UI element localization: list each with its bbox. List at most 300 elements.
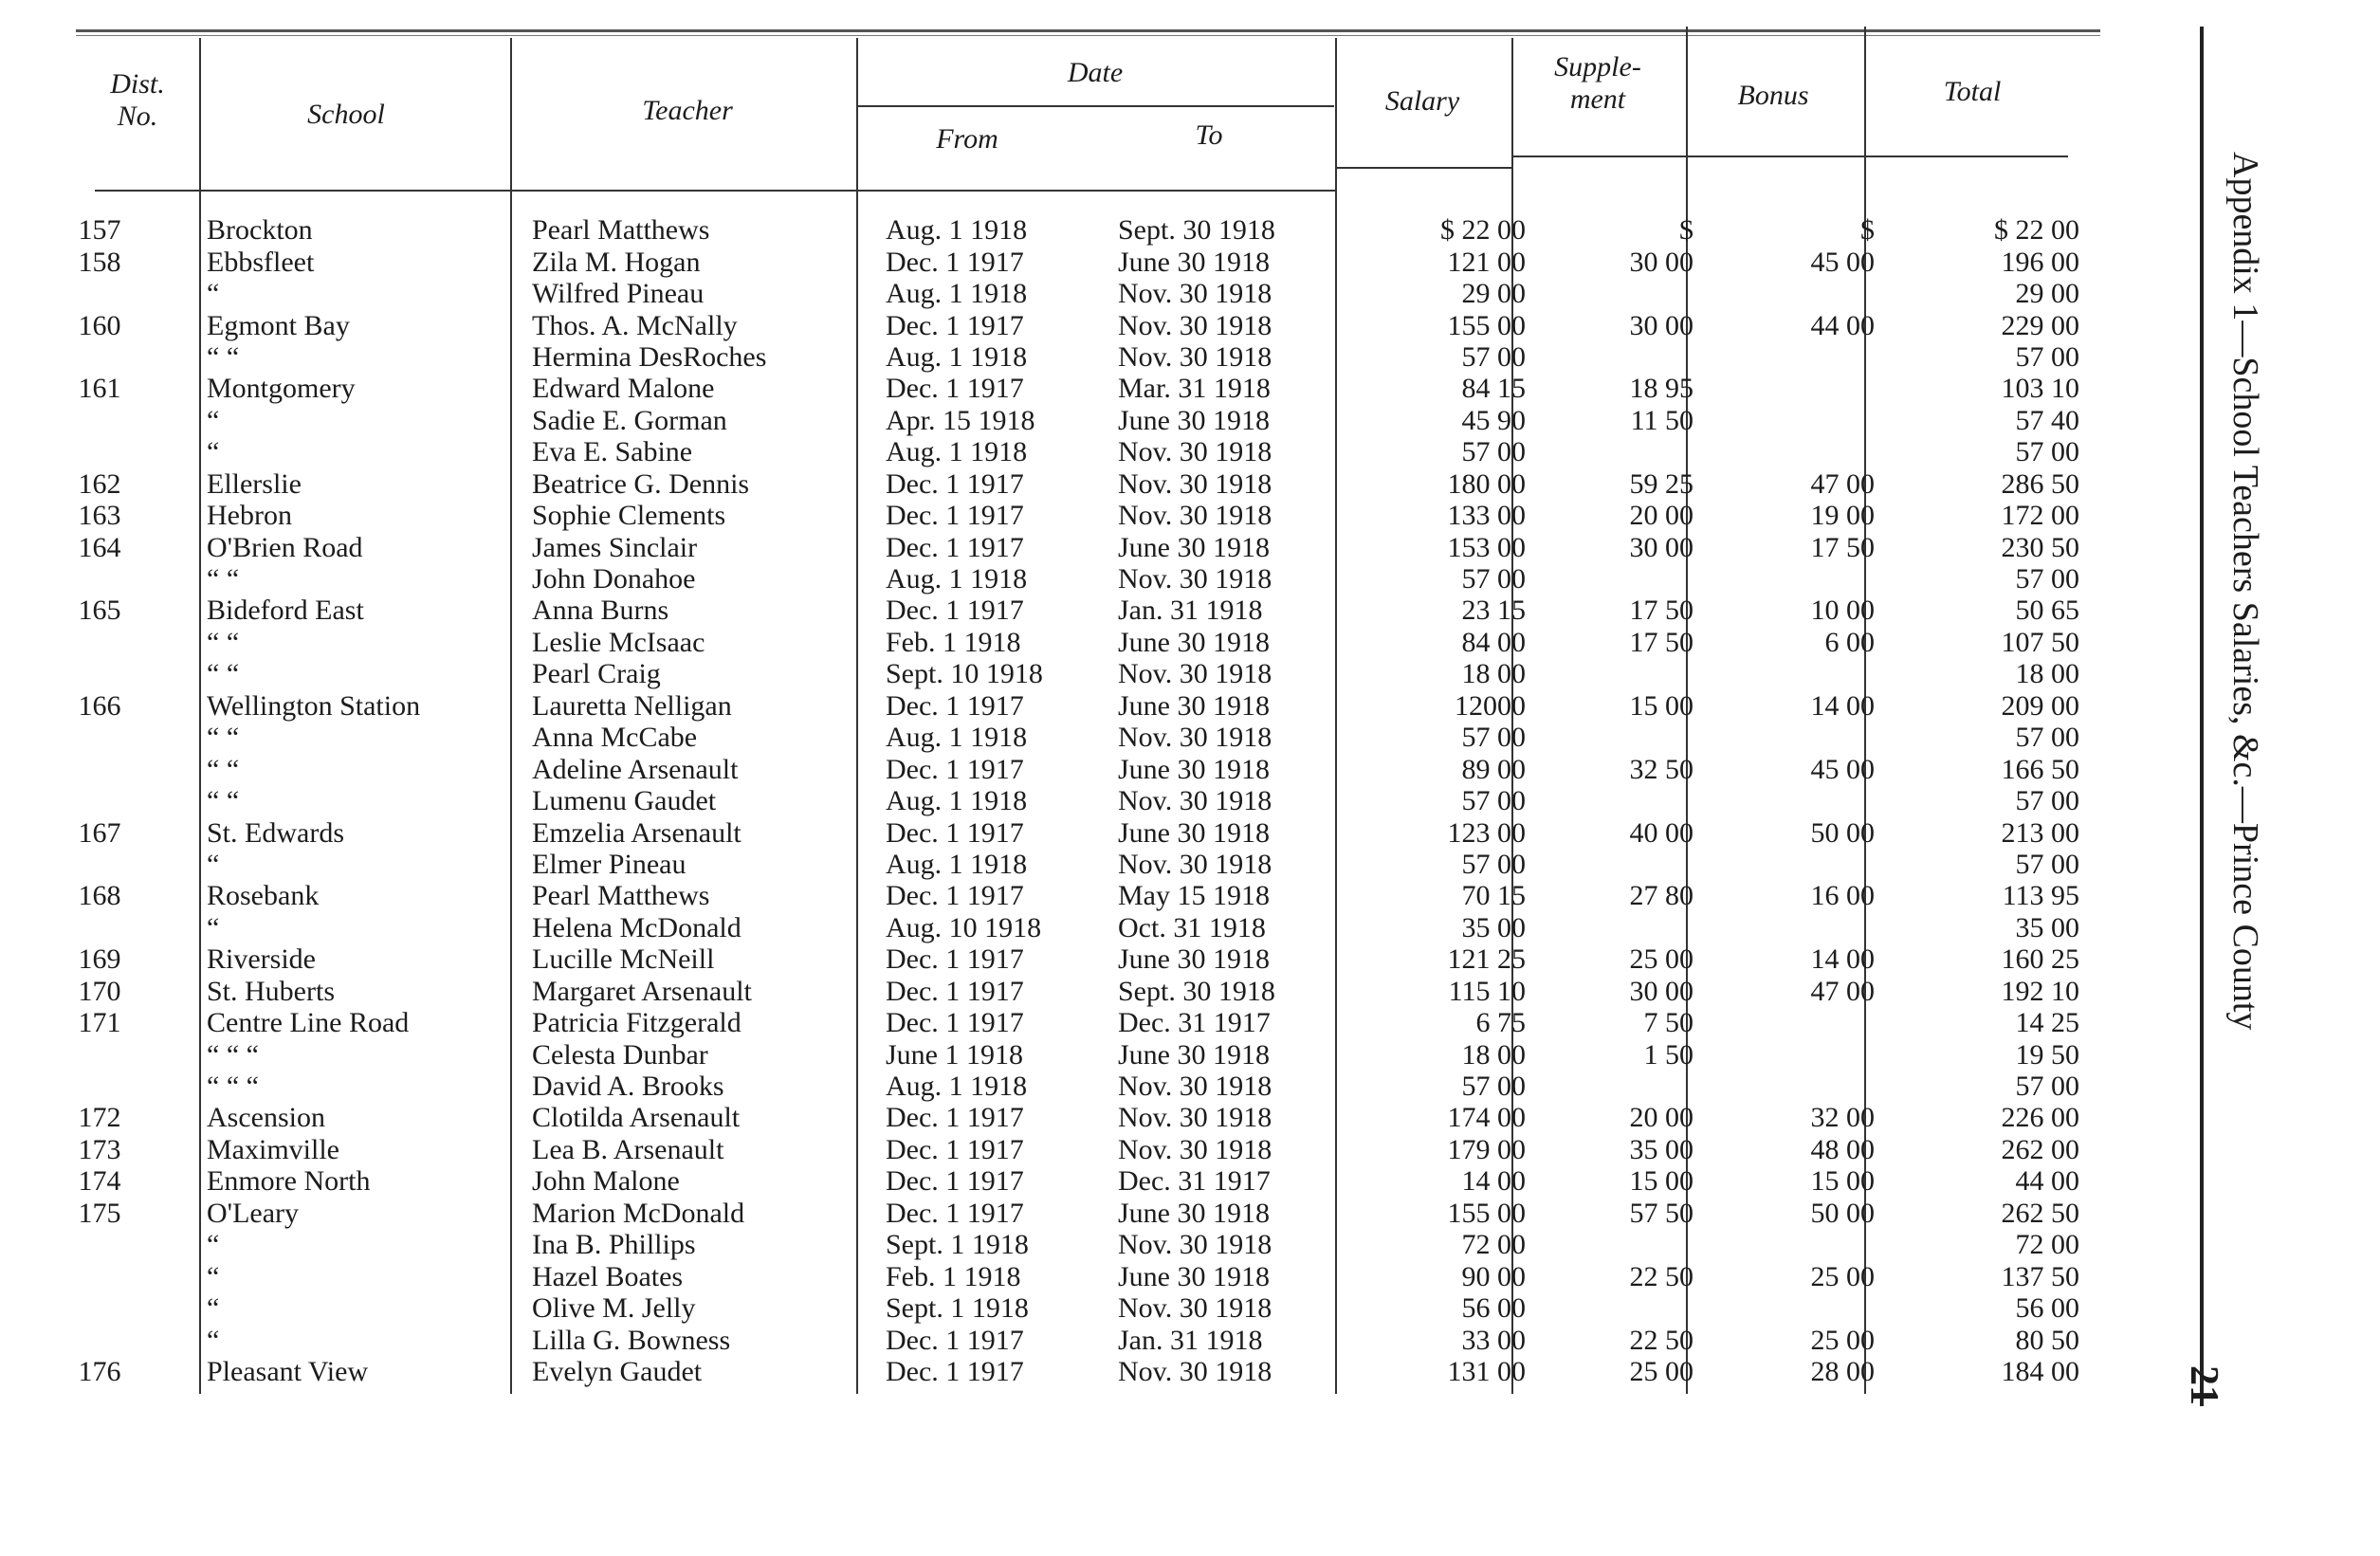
date-to-cell: Nov. 30 1918 <box>1118 848 1272 880</box>
date-from-cell: Feb. 1 1918 <box>886 1260 1021 1292</box>
bonus-cell: 50 00 <box>1810 816 1875 849</box>
bonus-cell: 25 00 <box>1810 1324 1875 1356</box>
supplement-cell: 7 50 <box>1643 1007 1693 1039</box>
supplement-cell: 57 50 <box>1629 1197 1693 1229</box>
total-cell: 14 25 <box>2015 1007 2079 1039</box>
table-row <box>0 1229 2121 1260</box>
date-from-cell: Feb. 1 1918 <box>886 626 1021 658</box>
total-cell: 29 00 <box>2015 278 2079 310</box>
teacher-cell: Ina B. Phillips <box>532 1229 696 1261</box>
top-rule-thin <box>76 35 2100 36</box>
school-cell: Ebbsfleet <box>207 246 315 278</box>
supplement-cell <box>1537 912 1709 943</box>
bonus-cell <box>1709 436 1890 467</box>
teacher-cell: Beatrice G. Dennis <box>532 467 750 500</box>
table-row <box>0 405 2121 436</box>
bonus-cell <box>1709 722 1890 753</box>
date-to-cell: Nov. 30 1918 <box>1118 436 1272 468</box>
school-cell: “ “ <box>207 753 240 785</box>
date-to-cell: Nov. 30 1918 <box>1118 340 1272 373</box>
dist-no-cell: 165 <box>78 595 121 627</box>
table-row <box>0 627 2121 658</box>
school-cell: “ <box>207 848 220 880</box>
supplement-cell <box>1537 278 1709 309</box>
date-from-cell: Dec. 1 1917 <box>886 500 1024 532</box>
table-row <box>0 1134 2121 1165</box>
school-cell: Bideford East <box>207 595 364 627</box>
date-to-cell: June 30 1918 <box>1118 1260 1270 1292</box>
bonus-cell: 10 00 <box>1810 595 1875 627</box>
date-from-cell: Dec. 1 1917 <box>886 1355 1024 1387</box>
salary-cell: 12000 <box>1455 689 1526 722</box>
supplement-cell: 25 00 <box>1629 943 1693 976</box>
teacher-cell: Lilla G. Bowness <box>532 1324 731 1356</box>
salary-cell: 123 00 <box>1447 816 1526 849</box>
date-to-cell: June 30 1918 <box>1118 404 1270 436</box>
bonus-cell: 47 00 <box>1810 975 1875 1007</box>
bonus-cell: 45 00 <box>1810 246 1875 278</box>
table-row <box>0 468 2121 500</box>
table-row <box>0 1260 2121 1291</box>
date-header-rule <box>858 105 1334 107</box>
teacher-cell: Eva E. Sabine <box>532 436 693 468</box>
date-from-cell: Aug. 10 1918 <box>886 911 1042 943</box>
date-from-cell: Aug. 1 1918 <box>886 436 1028 468</box>
dist-no-cell <box>0 785 199 816</box>
teacher-cell: Sadie E. Gorman <box>532 404 727 436</box>
table-row <box>0 1102 2121 1133</box>
school-cell: “ “ “ <box>207 1071 259 1103</box>
date-from-cell: Dec. 1 1917 <box>886 531 1024 563</box>
header-date: Date <box>1067 57 1124 88</box>
school-cell: “ “ <box>207 340 240 373</box>
total-cell: 72 00 <box>2015 1229 2079 1261</box>
salary-cell: 57 00 <box>1461 722 1526 754</box>
teacher-cell: Pearl Matthews <box>532 880 710 912</box>
total-cell: 286 50 <box>2001 467 2079 500</box>
total-cell: 229 00 <box>2001 309 2079 341</box>
total-cell: 80 50 <box>2015 1324 2079 1356</box>
date-from-cell: Dec. 1 1917 <box>886 1007 1024 1039</box>
dist-no-cell: 158 <box>78 246 121 278</box>
school-cell: Pleasant View <box>207 1355 369 1387</box>
total-cell: 57 00 <box>2015 436 2079 468</box>
supplement-cell: 18 95 <box>1629 373 1693 405</box>
school-cell: O'Brien Road <box>207 531 363 563</box>
table-row <box>0 1071 2121 1102</box>
dist-no-cell <box>0 1260 199 1291</box>
date-to-cell: May 15 1918 <box>1118 880 1270 912</box>
header-total: Total <box>1943 76 2002 107</box>
bonus-cell: 14 00 <box>1810 689 1875 722</box>
total-cell: 262 00 <box>2001 1133 2079 1165</box>
salary-cell: 131 00 <box>1447 1355 1526 1387</box>
date-from-cell: Aug. 1 1918 <box>886 785 1028 817</box>
supplement-cell <box>1537 785 1709 816</box>
teacher-cell: David A. Brooks <box>532 1071 724 1103</box>
supplement-cell: 30 00 <box>1629 975 1693 1007</box>
school-cell: “ <box>207 1229 220 1261</box>
total-cell: 226 00 <box>2001 1102 2079 1134</box>
teacher-cell: Hazel Boates <box>532 1260 684 1292</box>
total-cell: 103 10 <box>2001 373 2079 405</box>
total-cell: 262 50 <box>2001 1197 2079 1229</box>
table-row <box>0 531 2121 562</box>
teacher-cell: Margaret Arsenault <box>532 975 752 1007</box>
table-row <box>0 341 2121 373</box>
date-from-cell: Dec. 1 1917 <box>886 880 1024 912</box>
table-row <box>0 246 2121 277</box>
dist-no-cell: 172 <box>78 1102 121 1134</box>
teacher-cell: Thos. A. McNally <box>532 309 738 341</box>
dist-no-cell <box>0 405 199 436</box>
bonus-cell: 6 00 <box>1824 626 1875 658</box>
date-to-cell: June 30 1918 <box>1118 753 1270 785</box>
dist-no-cell: 171 <box>78 1007 121 1039</box>
supplement-cell <box>1537 1071 1709 1102</box>
page-number: 21 <box>2182 1365 2225 1405</box>
date-to-cell: Nov. 30 1918 <box>1118 1229 1272 1261</box>
total-cell: 57 00 <box>2015 785 2079 817</box>
total-cell: 18 00 <box>2015 658 2079 690</box>
date-to-cell: Sept. 30 1918 <box>1118 975 1275 1007</box>
total-cell: 213 00 <box>2001 816 2079 849</box>
header-to: To <box>1195 119 1223 151</box>
dist-no-cell <box>0 1292 199 1324</box>
date-from-cell: June 1 1918 <box>886 1038 1023 1071</box>
date-to-cell: Mar. 31 1918 <box>1118 373 1271 405</box>
school-cell: “ “ “ <box>207 1038 259 1071</box>
salary-cell: 18 00 <box>1461 1038 1526 1071</box>
date-from-cell: Dec. 1 1917 <box>886 1197 1024 1229</box>
date-from-cell: Dec. 1 1917 <box>886 373 1024 405</box>
salary-cell: 57 00 <box>1461 785 1526 817</box>
table-row <box>0 1038 2121 1070</box>
supplement-cell: 17 50 <box>1629 626 1693 658</box>
table-row <box>0 690 2121 722</box>
school-cell: “ <box>207 404 220 436</box>
salary-table <box>0 214 2121 1387</box>
salary-cell: $ 22 00 <box>1440 214 1526 247</box>
table-row <box>0 912 2121 943</box>
total-cell: 35 00 <box>2015 911 2079 943</box>
table-row <box>0 1198 2121 1229</box>
dist-no-cell: 176 <box>78 1355 121 1387</box>
bonus-cell: 14 00 <box>1810 943 1875 976</box>
teacher-cell: Pearl Matthews <box>532 214 710 247</box>
date-from-cell: Dec. 1 1917 <box>886 753 1024 785</box>
table-row <box>0 880 2121 911</box>
supplement-cell: 30 00 <box>1629 531 1693 563</box>
teacher-cell: James Sinclair <box>532 531 698 563</box>
bonus-cell <box>1709 405 1890 436</box>
salary-cell: 84 00 <box>1461 626 1526 658</box>
bonus-cell <box>1709 912 1890 943</box>
bonus-cell <box>1709 373 1890 404</box>
dist-no-cell: 170 <box>78 975 121 1007</box>
salary-cell: 84 15 <box>1461 373 1526 405</box>
teacher-cell: Wilfred Pineau <box>532 278 705 310</box>
date-from-cell: Aug. 1 1918 <box>886 340 1028 373</box>
table-row <box>0 309 2121 340</box>
salary-cell: 89 00 <box>1461 753 1526 785</box>
supplement-cell: 1 50 <box>1643 1038 1693 1071</box>
table-row <box>0 753 2121 784</box>
school-cell: “ “ <box>207 563 240 595</box>
bonus-cell <box>1709 1038 1890 1070</box>
school-cell: Riverside <box>207 943 316 976</box>
salary-cell: 57 00 <box>1461 848 1526 880</box>
dist-no-cell: 166 <box>78 689 121 722</box>
supplement-cell: 25 00 <box>1629 1355 1693 1387</box>
date-from-cell: Sept. 1 1918 <box>886 1229 1029 1261</box>
header-supplement: Supple- ment <box>1554 51 1641 115</box>
school-cell: “ <box>207 911 220 943</box>
total-cell: 57 00 <box>2015 722 2079 754</box>
date-from-cell: Aug. 1 1918 <box>886 722 1028 754</box>
table-row <box>0 373 2121 404</box>
date-to-cell: Sept. 30 1918 <box>1118 214 1275 247</box>
date-to-cell: June 30 1918 <box>1118 943 1270 976</box>
dist-no-cell: 162 <box>78 467 121 500</box>
date-to-cell: June 30 1918 <box>1118 1197 1270 1229</box>
school-cell: Ascension <box>207 1102 325 1134</box>
table-row <box>0 563 2121 595</box>
dist-no-cell: 174 <box>78 1165 121 1198</box>
supplement-cell: 27 80 <box>1629 880 1693 912</box>
teacher-cell: Anna Burns <box>532 595 669 627</box>
bonus-cell: 45 00 <box>1810 753 1875 785</box>
salary-cell: 115 10 <box>1448 975 1526 1007</box>
salary-cell: 121 00 <box>1447 246 1526 278</box>
salary-cell: 133 00 <box>1447 500 1526 532</box>
dist-no-cell <box>0 912 199 943</box>
dist-no-cell <box>0 753 199 784</box>
date-to-cell: Nov. 30 1918 <box>1118 563 1272 595</box>
supplement-cell: 17 50 <box>1629 595 1693 627</box>
total-cell: $ 22 00 <box>1994 214 2079 247</box>
date-from-cell: Aug. 1 1918 <box>886 1071 1028 1103</box>
school-cell: “ “ <box>207 785 240 817</box>
teacher-cell: Celesta Dunbar <box>532 1038 708 1071</box>
salary-cell: 57 00 <box>1461 1071 1526 1103</box>
dist-no-cell: 163 <box>78 500 121 532</box>
supplement-cell: 32 50 <box>1629 753 1693 785</box>
dist-no-cell: 175 <box>78 1197 121 1229</box>
header-school: School <box>307 99 385 130</box>
supplement-cell: 40 00 <box>1629 816 1693 849</box>
school-cell: “ <box>207 278 220 310</box>
supplement-cell: 11 50 <box>1630 404 1693 436</box>
header-bottom-rule-salary <box>1337 167 1511 169</box>
supplement-cell: $ <box>1679 214 1693 247</box>
bonus-cell <box>1709 278 1890 309</box>
teacher-cell: Lauretta Nelligan <box>532 689 732 722</box>
total-cell: 166 50 <box>2001 753 2079 785</box>
dist-no-cell: 160 <box>78 309 121 341</box>
date-to-cell: June 30 1918 <box>1118 626 1270 658</box>
date-from-cell: Sept. 10 1918 <box>886 658 1043 690</box>
teacher-cell: Lumenu Gaudet <box>532 785 717 817</box>
teacher-cell: Adeline Arsenault <box>532 753 739 785</box>
salary-cell: 179 00 <box>1447 1133 1526 1165</box>
bonus-cell: 47 00 <box>1810 467 1875 500</box>
bonus-cell <box>1709 1007 1890 1038</box>
supplement-cell: 22 50 <box>1629 1260 1693 1292</box>
salary-cell: 72 00 <box>1461 1229 1526 1261</box>
total-cell: 113 95 <box>2002 880 2079 912</box>
supplement-cell: 20 00 <box>1629 1102 1693 1134</box>
teacher-cell: Evelyn Gaudet <box>532 1355 703 1387</box>
table-row <box>0 1007 2121 1038</box>
salary-cell: 35 00 <box>1461 911 1526 943</box>
bonus-cell: 32 00 <box>1810 1102 1875 1134</box>
supplement-cell <box>1537 1292 1709 1324</box>
dist-no-cell <box>0 436 199 467</box>
salary-cell: 56 00 <box>1461 1292 1526 1325</box>
date-from-cell: Apr. 15 1918 <box>886 404 1035 436</box>
school-cell: Ellerslie <box>207 467 302 500</box>
date-from-cell: Dec. 1 1917 <box>886 246 1024 278</box>
date-from-cell: Dec. 1 1917 <box>886 943 1024 976</box>
school-cell: “ “ <box>207 722 240 754</box>
table-row <box>0 658 2121 689</box>
total-cell: 57 40 <box>2015 404 2079 436</box>
total-cell: 19 50 <box>2015 1038 2079 1071</box>
date-to-cell: June 30 1918 <box>1118 531 1270 563</box>
total-cell: 192 10 <box>2001 975 2079 1007</box>
table-row <box>0 595 2121 626</box>
date-from-cell: Aug. 1 1918 <box>886 848 1028 880</box>
salary-cell: 29 00 <box>1461 278 1526 310</box>
total-cell: 56 00 <box>2015 1292 2079 1325</box>
table-row <box>0 816 2121 848</box>
supplement-cell <box>1537 436 1709 467</box>
date-from-cell: Dec. 1 1917 <box>886 1165 1024 1198</box>
date-from-cell: Dec. 1 1917 <box>886 309 1024 341</box>
school-cell: “ <box>207 1324 220 1356</box>
total-cell: 57 00 <box>2015 848 2079 880</box>
total-cell: 57 00 <box>2015 563 2079 595</box>
table-row <box>0 785 2121 816</box>
salary-table-body <box>0 214 2121 1387</box>
teacher-cell: John Donahoe <box>532 563 696 595</box>
bonus-cell: 48 00 <box>1810 1133 1875 1165</box>
date-from-cell: Dec. 1 1917 <box>886 467 1024 500</box>
salary-cell: 90 00 <box>1461 1260 1526 1292</box>
date-from-cell: Dec. 1 1917 <box>886 816 1024 849</box>
school-cell: St. Edwards <box>207 816 344 849</box>
salary-cell: 33 00 <box>1461 1324 1526 1356</box>
salary-cell: 23 15 <box>1461 595 1526 627</box>
salary-cell: 45 90 <box>1461 404 1526 436</box>
date-to-cell: Nov. 30 1918 <box>1118 722 1272 754</box>
total-cell: 57 00 <box>2015 1071 2079 1103</box>
date-to-cell: Dec. 31 1917 <box>1118 1165 1271 1198</box>
salary-cell: 57 00 <box>1461 340 1526 373</box>
dist-no-cell: 161 <box>78 373 121 405</box>
dist-no-cell <box>0 563 199 595</box>
total-cell: 107 50 <box>2001 626 2079 658</box>
bonus-cell: 17 50 <box>1810 531 1875 563</box>
header-bonus: Bonus <box>1737 80 1809 111</box>
date-to-cell: Nov. 30 1918 <box>1118 1071 1272 1103</box>
school-cell: St. Huberts <box>207 975 335 1007</box>
header-teacher: Teacher <box>642 95 733 126</box>
dist-no-cell <box>0 849 199 880</box>
teacher-cell: Helena McDonald <box>532 911 741 943</box>
date-to-cell: Jan. 31 1918 <box>1118 1324 1263 1356</box>
date-to-cell: June 30 1918 <box>1118 816 1270 849</box>
bonus-cell: 44 00 <box>1810 309 1875 341</box>
salary-cell: 155 00 <box>1447 1197 1526 1229</box>
side-running-title: Appendix 1—School Teachers Salaries, &c.—Prince County <box>2225 152 2265 1031</box>
date-to-cell: Jan. 31 1918 <box>1118 595 1263 627</box>
bonus-cell <box>1709 1071 1890 1102</box>
table-row <box>0 1356 2121 1387</box>
dist-no-cell <box>0 1071 199 1102</box>
salary-cell: 14 00 <box>1461 1165 1526 1198</box>
dist-no-cell <box>0 1229 199 1260</box>
date-to-cell: Oct. 31 1918 <box>1118 911 1266 943</box>
teacher-cell: Olive M. Jelly <box>532 1292 696 1325</box>
supplement-cell: 30 00 <box>1629 246 1693 278</box>
supplement-cell <box>1537 658 1709 689</box>
date-to-cell: Nov. 30 1918 <box>1118 1355 1272 1387</box>
date-to-cell: Dec. 31 1917 <box>1118 1007 1271 1039</box>
date-from-cell: Sept. 1 1918 <box>886 1292 1029 1325</box>
school-cell: “ <box>207 1260 220 1292</box>
date-to-cell: Nov. 30 1918 <box>1118 1102 1272 1134</box>
total-cell: 137 50 <box>2001 1260 2079 1292</box>
school-cell: “ “ <box>207 626 240 658</box>
school-cell: “ “ <box>207 658 240 690</box>
bonus-cell <box>1709 341 1890 373</box>
table-row <box>0 849 2121 880</box>
dist-no-cell <box>0 627 199 658</box>
dist-no-cell: 173 <box>78 1133 121 1165</box>
salary-cell: 6 75 <box>1475 1007 1526 1039</box>
header-from: From <box>936 123 998 155</box>
salary-cell: 70 15 <box>1461 880 1526 912</box>
table-row <box>0 943 2121 975</box>
salary-cell: 121 25 <box>1447 943 1526 976</box>
total-cell: 196 00 <box>2001 246 2079 278</box>
teacher-cell: Edward Malone <box>532 373 715 405</box>
date-to-cell: Nov. 30 1918 <box>1118 1292 1272 1325</box>
table-row <box>0 500 2121 531</box>
school-cell: Enmore North <box>207 1165 371 1198</box>
salary-cell: 18 00 <box>1461 658 1526 690</box>
date-to-cell: June 30 1918 <box>1118 246 1270 278</box>
bonus-cell: 50 00 <box>1810 1197 1875 1229</box>
dist-no-cell <box>0 341 199 373</box>
table-row <box>0 1292 2121 1324</box>
teacher-cell: Lucille McNeill <box>532 943 715 976</box>
teacher-cell: Patricia Fitzgerald <box>532 1007 741 1039</box>
teacher-cell: Marion McDonald <box>532 1197 745 1229</box>
school-cell: Hebron <box>207 500 292 532</box>
dist-no-cell: 157 <box>78 214 121 247</box>
dist-no-cell: 169 <box>78 943 121 976</box>
bonus-cell: $ <box>1860 214 1875 247</box>
dist-no-cell: 164 <box>78 531 121 563</box>
date-to-cell: Nov. 30 1918 <box>1118 500 1272 532</box>
bonus-cell <box>1709 1292 1890 1324</box>
supplement-cell: 22 50 <box>1629 1324 1693 1356</box>
teacher-cell: Clotilda Arsenault <box>532 1102 741 1134</box>
supplement-cell <box>1537 1229 1709 1260</box>
